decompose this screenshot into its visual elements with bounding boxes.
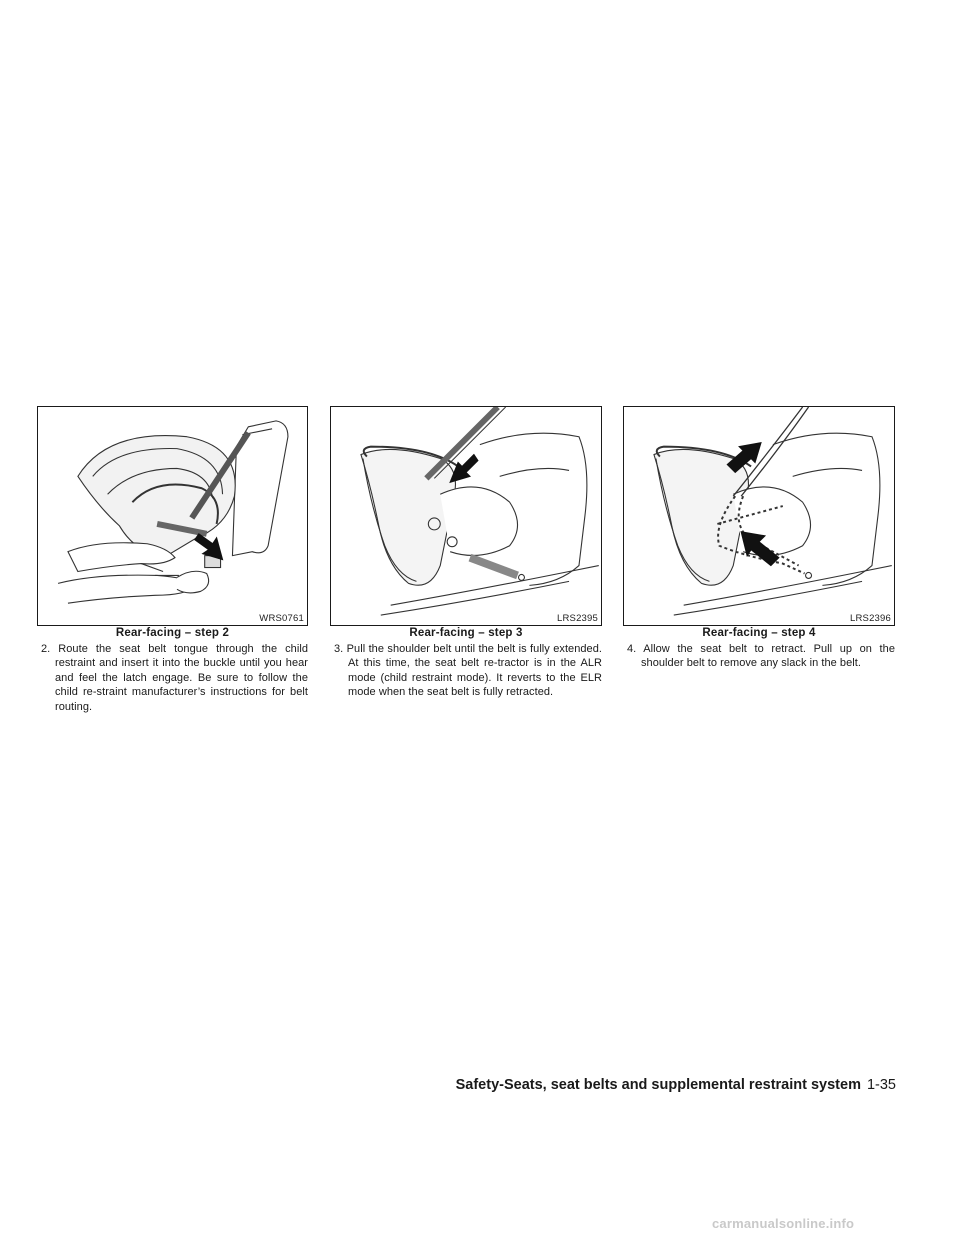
figure-block-step-3 (330, 406, 602, 700)
watermark: carmanualsonline.info (712, 1216, 855, 1231)
hands-routing-seat-belt-icon (38, 407, 307, 625)
retract-belt-icon (624, 407, 894, 625)
pull-shoulder-belt-icon (331, 407, 601, 625)
step-text: 3. Pull the shoulder belt until the belt is fully extended. At this time, the seat belt re-tractor is in the ALR mode (child restraint mode). It reverts to the ELR mode when the seat belt is fully retracted. (334, 643, 602, 699)
footer-section-title: Safety-Seats, seat belts and supplemental restraint system (455, 1077, 861, 1093)
figure-caption: Rear-facing – step 4 (702, 627, 816, 639)
page-number: 1-35 (866, 1077, 896, 1093)
figure-block-step-2 (37, 406, 308, 714)
figure-step-3 (330, 406, 602, 626)
figure-code: LRS2396 (849, 613, 891, 624)
step-text: 2. Route the seat belt tongue through the child restraint and insert it into the buckle until you hear and feel the latch engage. Be sure to follow the child re-straint manufacturer’s instructions for belt routing. (41, 643, 308, 713)
step-text: 4. Allow the seat belt to retract. Pull up on the shoulder belt to remove any slack in the belt. (627, 643, 895, 670)
figure-step-2 (37, 406, 308, 626)
figure-block-step-4 (623, 406, 895, 671)
figure-code: WRS0761 (259, 613, 304, 624)
figure-caption: Rear-facing – step 2 (115, 627, 230, 639)
figure-step-4 (623, 406, 895, 626)
page-footer (456, 1077, 896, 1093)
figure-caption: Rear-facing – step 3 (409, 627, 523, 639)
figure-code: LRS2395 (556, 613, 598, 624)
